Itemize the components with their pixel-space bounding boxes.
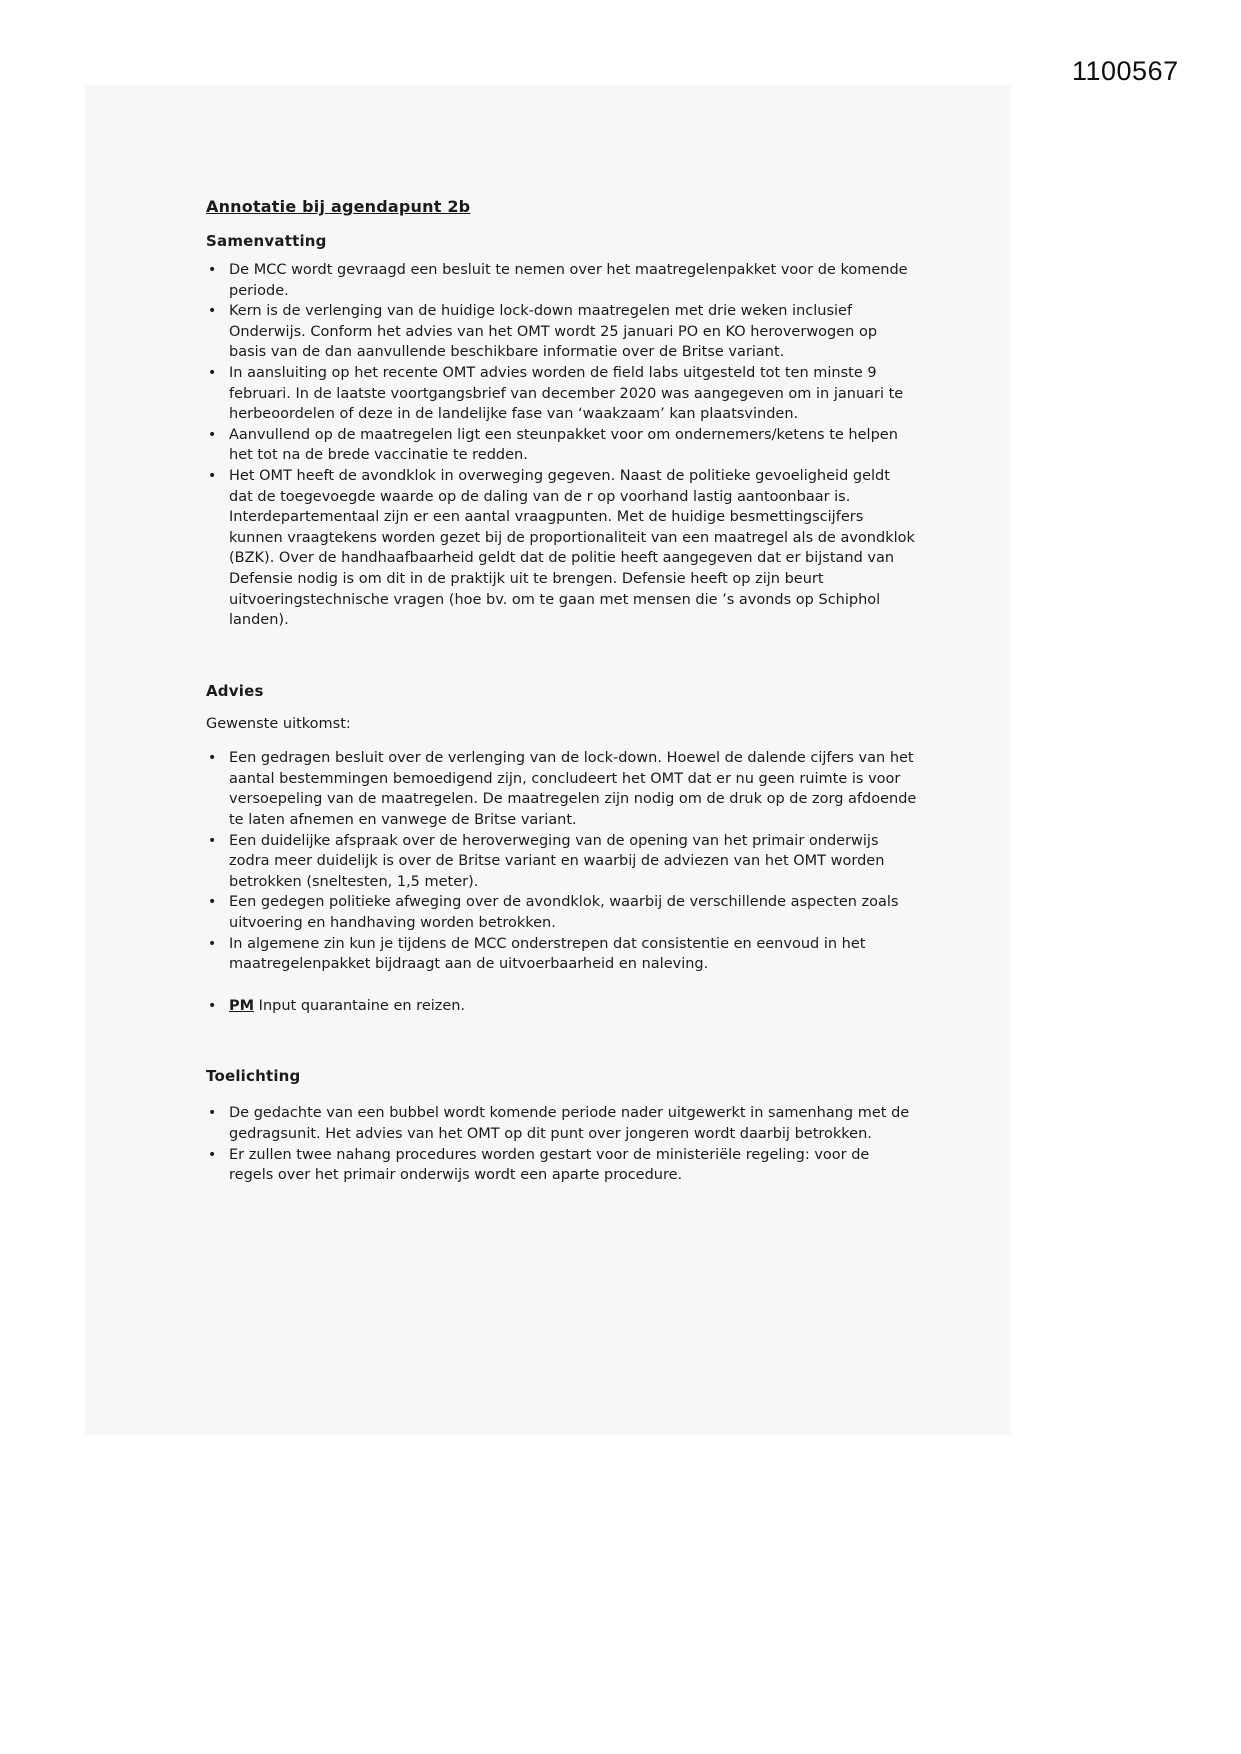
list-item: • In algemene zin kun je tijdens de MCC onderstrepen dat consistentie en eenvoud in het maatregelenpakket bijdraagt aan de uitvoerbaarheid en naleving. (206, 934, 918, 975)
section-heading-samenvatting: Samenvatting (206, 232, 327, 250)
toelichting-bullet-list (206, 1103, 918, 1185)
list-item: • De MCC wordt gevraagd een besluit te nemen over het maatregelenpakket voor de komende periode. (206, 260, 918, 301)
pm-bullet-list (206, 996, 918, 1017)
list-item: • In aansluiting op het recente OMT advies worden de field labs uitgesteld tot ten minste 9 februari. In de laatste voortgangsbrief van december 2020 was aangegeven om in januari te herbeoordelen of deze in de landelijke fase van ‘waakzaam’ kan plaatsvinden. (206, 363, 918, 425)
samenvatting-bullet-list (206, 260, 918, 631)
list-item: • Een gedegen politieke afweging over de avondklok, waarbij de verschillende aspecten zoals uitvoering en handhaving worden betrokken. (206, 892, 918, 933)
advies-intro: Gewenste uitkomst: (206, 715, 351, 732)
document-content (206, 196, 918, 1186)
advies-bullet-list (206, 748, 918, 975)
list-item: • Een duidelijke afspraak over de heroverweging van de opening van het primair onderwijs zodra meer duidelijk is over de Britse variant en waarbij de adviezen van het OMT worden betrokken (sneltesten, 1,5 meter). (206, 831, 918, 893)
list-item: • Het OMT heeft de avondklok in overweging gegeven. Naast de politieke gevoeligheid geldt dat de toegevoegde waarde op de daling van de r op voorhand lastig aantoonbaar is. Interdepartementaal zijn er een aantal vraagpunten. Met de huidige besmettingscijfers kunnen vraagtekens worden gezet bij de proportionaliteit van een maatregel als de avondklok (BZK). Over de handhaafbaarheid geldt dat de politie heeft aangegeven dat er bijstand van Defensie nodig is om dit in de praktijk uit te brengen. Defensie heeft op zijn beurt uitvoeringstechnische vragen (hoe bv. om te gaan met mensen die ’s avonds op Schiphol landen). (206, 466, 918, 631)
list-item: • Er zullen twee nahang procedures worden gestart voor de ministeriële regeling: voor de regels over het primair onderwijs wordt een aparte procedure. (206, 1145, 918, 1186)
pm-text: Input quarantaine en reizen. (258, 997, 466, 1014)
list-item (206, 996, 918, 1017)
list-item: • Een gedragen besluit over de verlenging van de lock-down. Hoewel de dalende cijfers van het aantal bestemmingen bemoedigend zijn, concludeert het OMT dat er nu geen ruimte is voor versoepeling van de maatregelen. De maatregelen zijn nodig om de druk op de zorg afdoende te laten afnemen en vanwege de Britse variant. (206, 748, 918, 830)
list-item: • Aanvullend op de maatregelen ligt een steunpakket voor om ondernemers/ketens te helpen het tot na de brede vaccinatie te redden. (206, 425, 918, 466)
document-number: 1100567 (1072, 56, 1179, 86)
section-heading-advies: Advies (206, 681, 264, 700)
pm-label: PM (229, 997, 255, 1014)
section-heading-toelichting: Toelichting (206, 1067, 301, 1086)
document-title: Annotatie bij agendapunt 2b (206, 197, 471, 216)
list-item: • Kern is de verlenging van de huidige lock-down maatregelen met drie weken inclusief Onderwijs. Conform het advies van het OMT wordt 25 januari PO en KO heroverwogen op basis van de dan aanvullende beschikbare informatie over de Britse variant. (206, 301, 918, 363)
list-item: • De gedachte van een bubbel wordt komende periode nader uitgewerkt in samenhang met de gedragsunit. Het advies van het OMT op dit punt over jongeren wordt daarbij betrokken. (206, 1103, 918, 1144)
